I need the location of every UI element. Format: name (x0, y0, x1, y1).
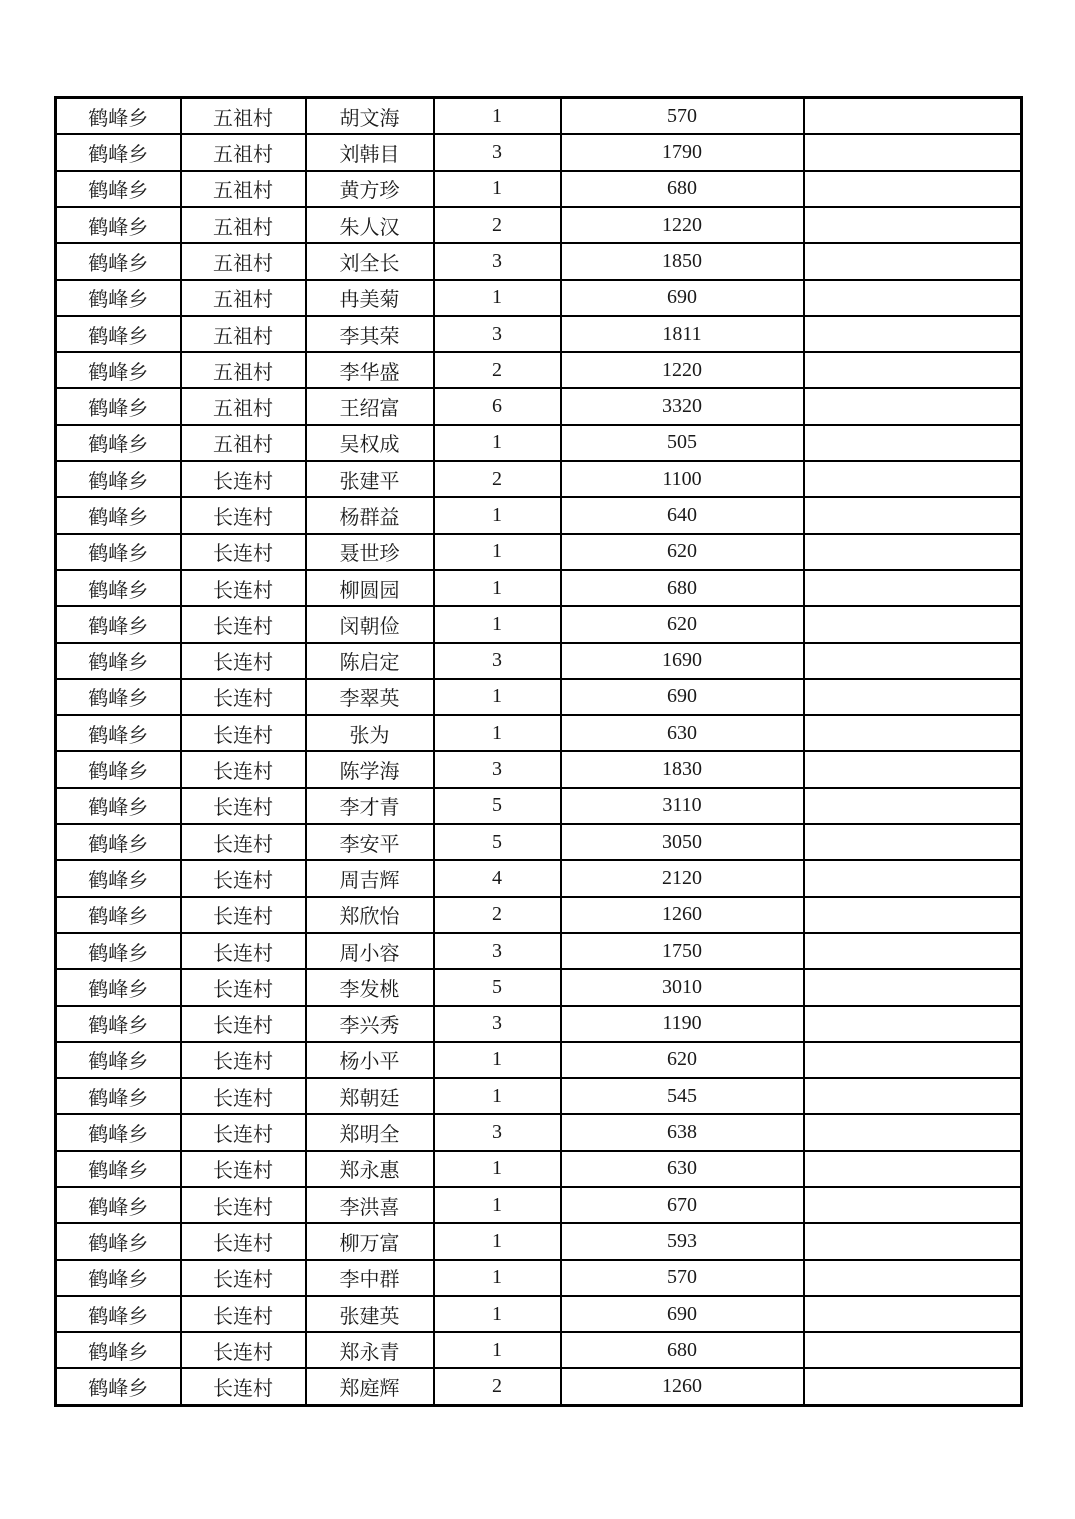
cell-note (804, 1223, 1022, 1259)
cell-village: 长连村 (181, 1187, 306, 1223)
cell-name: 李中群 (306, 1260, 434, 1296)
cell-count: 5 (434, 788, 561, 824)
cell-township: 鹤峰乡 (56, 1296, 181, 1332)
cell-count: 3 (434, 134, 561, 170)
cell-amount: 630 (561, 1151, 804, 1187)
cell-count: 2 (434, 461, 561, 497)
cell-amount: 1850 (561, 243, 804, 279)
cell-village: 长连村 (181, 1006, 306, 1042)
cell-name: 冉美菊 (306, 280, 434, 316)
cell-amount: 1830 (561, 751, 804, 787)
cell-amount: 1811 (561, 316, 804, 352)
cell-name: 郑庭辉 (306, 1368, 434, 1405)
cell-township: 鹤峰乡 (56, 969, 181, 1005)
cell-note (804, 425, 1022, 461)
cell-village: 长连村 (181, 1368, 306, 1405)
cell-township: 鹤峰乡 (56, 1187, 181, 1223)
cell-count: 1 (434, 1260, 561, 1296)
table-row (56, 497, 1022, 533)
table-row (56, 1151, 1022, 1187)
cell-count: 1 (434, 1187, 561, 1223)
cell-village: 长连村 (181, 1223, 306, 1259)
cell-village: 长连村 (181, 1114, 306, 1150)
cell-township: 鹤峰乡 (56, 534, 181, 570)
roster-table (54, 96, 1023, 1407)
table-row (56, 1006, 1022, 1042)
cell-township: 鹤峰乡 (56, 1260, 181, 1296)
cell-township: 鹤峰乡 (56, 243, 181, 279)
cell-township: 鹤峰乡 (56, 1042, 181, 1078)
table-row (56, 860, 1022, 896)
cell-village: 长连村 (181, 1260, 306, 1296)
cell-village: 五祖村 (181, 425, 306, 461)
cell-amount: 1220 (561, 352, 804, 388)
cell-note (804, 1187, 1022, 1223)
cell-note (804, 1296, 1022, 1332)
table-row (56, 207, 1022, 243)
cell-amount: 1100 (561, 461, 804, 497)
cell-amount: 1790 (561, 134, 804, 170)
table-row (56, 280, 1022, 316)
cell-village: 长连村 (181, 933, 306, 969)
cell-note (804, 461, 1022, 497)
cell-township: 鹤峰乡 (56, 134, 181, 170)
cell-name: 杨小平 (306, 1042, 434, 1078)
cell-count: 1 (434, 1332, 561, 1368)
cell-count: 1 (434, 679, 561, 715)
cell-amount: 690 (561, 1296, 804, 1332)
cell-amount: 620 (561, 606, 804, 642)
cell-township: 鹤峰乡 (56, 1223, 181, 1259)
cell-note (804, 1332, 1022, 1368)
cell-note (804, 98, 1022, 135)
table-row (56, 933, 1022, 969)
cell-name: 李才青 (306, 788, 434, 824)
cell-village: 长连村 (181, 1296, 306, 1332)
cell-count: 2 (434, 1368, 561, 1405)
cell-township: 鹤峰乡 (56, 824, 181, 860)
cell-note (804, 643, 1022, 679)
table-row (56, 134, 1022, 170)
cell-name: 闵朝俭 (306, 606, 434, 642)
cell-name: 朱人汉 (306, 207, 434, 243)
table-row (56, 1260, 1022, 1296)
cell-note (804, 1368, 1022, 1405)
cell-count: 3 (434, 1006, 561, 1042)
cell-township: 鹤峰乡 (56, 715, 181, 751)
cell-township: 鹤峰乡 (56, 388, 181, 424)
cell-count: 1 (434, 1223, 561, 1259)
cell-amount: 690 (561, 280, 804, 316)
cell-count: 1 (434, 1078, 561, 1114)
cell-village: 长连村 (181, 1078, 306, 1114)
cell-township: 鹤峰乡 (56, 643, 181, 679)
cell-count: 2 (434, 897, 561, 933)
table-row (56, 1042, 1022, 1078)
cell-amount: 1260 (561, 897, 804, 933)
table-row (56, 1078, 1022, 1114)
cell-name: 郑永青 (306, 1332, 434, 1368)
cell-village: 长连村 (181, 606, 306, 642)
cell-count: 3 (434, 751, 561, 787)
table-row (56, 243, 1022, 279)
cell-township: 鹤峰乡 (56, 171, 181, 207)
cell-note (804, 606, 1022, 642)
cell-name: 李发桃 (306, 969, 434, 1005)
table-row (56, 570, 1022, 606)
cell-note (804, 388, 1022, 424)
cell-note (804, 243, 1022, 279)
cell-village: 长连村 (181, 788, 306, 824)
table-row (56, 679, 1022, 715)
cell-amount: 3010 (561, 969, 804, 1005)
cell-township: 鹤峰乡 (56, 751, 181, 787)
cell-township: 鹤峰乡 (56, 1078, 181, 1114)
table-row (56, 352, 1022, 388)
cell-township: 鹤峰乡 (56, 1006, 181, 1042)
cell-count: 1 (434, 98, 561, 135)
cell-note (804, 352, 1022, 388)
cell-name: 刘全长 (306, 243, 434, 279)
cell-note (804, 751, 1022, 787)
cell-village: 长连村 (181, 534, 306, 570)
cell-note (804, 1114, 1022, 1150)
cell-amount: 505 (561, 425, 804, 461)
cell-village: 五祖村 (181, 280, 306, 316)
cell-note (804, 679, 1022, 715)
cell-name: 李翠英 (306, 679, 434, 715)
cell-name: 李华盛 (306, 352, 434, 388)
cell-name: 吴权成 (306, 425, 434, 461)
cell-name: 杨群益 (306, 497, 434, 533)
cell-name: 周小容 (306, 933, 434, 969)
cell-count: 1 (434, 171, 561, 207)
table-row (56, 897, 1022, 933)
cell-village: 长连村 (181, 1151, 306, 1187)
roster-table-body (56, 98, 1022, 1406)
cell-name: 郑欣怡 (306, 897, 434, 933)
cell-count: 1 (434, 606, 561, 642)
cell-name: 李其荣 (306, 316, 434, 352)
cell-name: 张建英 (306, 1296, 434, 1332)
table-row (56, 1187, 1022, 1223)
cell-amount: 3050 (561, 824, 804, 860)
cell-township: 鹤峰乡 (56, 1114, 181, 1150)
cell-township: 鹤峰乡 (56, 425, 181, 461)
cell-count: 3 (434, 243, 561, 279)
table-row (56, 788, 1022, 824)
cell-count: 1 (434, 570, 561, 606)
cell-amount: 1190 (561, 1006, 804, 1042)
cell-note (804, 715, 1022, 751)
cell-township: 鹤峰乡 (56, 1151, 181, 1187)
cell-note (804, 1151, 1022, 1187)
cell-amount: 2120 (561, 860, 804, 896)
cell-village: 五祖村 (181, 171, 306, 207)
cell-note (804, 171, 1022, 207)
cell-amount: 3320 (561, 388, 804, 424)
cell-count: 1 (434, 715, 561, 751)
cell-village: 长连村 (181, 969, 306, 1005)
cell-name: 郑朝廷 (306, 1078, 434, 1114)
cell-count: 1 (434, 425, 561, 461)
cell-name: 黄方珍 (306, 171, 434, 207)
cell-name: 柳圆园 (306, 570, 434, 606)
cell-amount: 1260 (561, 1368, 804, 1405)
cell-township: 鹤峰乡 (56, 933, 181, 969)
table-row (56, 606, 1022, 642)
cell-amount: 680 (561, 1332, 804, 1368)
cell-note (804, 134, 1022, 170)
cell-count: 2 (434, 352, 561, 388)
cell-township: 鹤峰乡 (56, 679, 181, 715)
cell-note (804, 824, 1022, 860)
cell-count: 2 (434, 207, 561, 243)
cell-note (804, 570, 1022, 606)
cell-note (804, 1042, 1022, 1078)
cell-count: 3 (434, 316, 561, 352)
cell-note (804, 860, 1022, 896)
cell-name: 郑永惠 (306, 1151, 434, 1187)
cell-note (804, 969, 1022, 1005)
cell-name: 刘韩目 (306, 134, 434, 170)
cell-count: 1 (434, 534, 561, 570)
cell-name: 陈学海 (306, 751, 434, 787)
cell-township: 鹤峰乡 (56, 788, 181, 824)
cell-amount: 593 (561, 1223, 804, 1259)
cell-amount: 690 (561, 679, 804, 715)
cell-count: 3 (434, 643, 561, 679)
cell-amount: 640 (561, 497, 804, 533)
cell-village: 五祖村 (181, 352, 306, 388)
cell-township: 鹤峰乡 (56, 98, 181, 135)
cell-village: 长连村 (181, 679, 306, 715)
cell-note (804, 897, 1022, 933)
cell-note (804, 316, 1022, 352)
cell-name: 张建平 (306, 461, 434, 497)
cell-village: 长连村 (181, 897, 306, 933)
cell-township: 鹤峰乡 (56, 570, 181, 606)
cell-village: 长连村 (181, 497, 306, 533)
cell-name: 陈启定 (306, 643, 434, 679)
cell-township: 鹤峰乡 (56, 606, 181, 642)
cell-township: 鹤峰乡 (56, 316, 181, 352)
table-row (56, 1114, 1022, 1150)
table-row (56, 98, 1022, 135)
cell-amount: 638 (561, 1114, 804, 1150)
table-row (56, 643, 1022, 679)
table-row (56, 534, 1022, 570)
cell-name: 李洪喜 (306, 1187, 434, 1223)
cell-name: 王绍富 (306, 388, 434, 424)
cell-count: 1 (434, 280, 561, 316)
cell-name: 胡文海 (306, 98, 434, 135)
cell-name: 周吉辉 (306, 860, 434, 896)
cell-name: 柳万富 (306, 1223, 434, 1259)
cell-count: 1 (434, 1296, 561, 1332)
cell-amount: 670 (561, 1187, 804, 1223)
cell-village: 长连村 (181, 860, 306, 896)
cell-note (804, 933, 1022, 969)
table-row (56, 715, 1022, 751)
cell-village: 长连村 (181, 715, 306, 751)
cell-township: 鹤峰乡 (56, 497, 181, 533)
cell-village: 长连村 (181, 643, 306, 679)
cell-village: 五祖村 (181, 316, 306, 352)
cell-amount: 570 (561, 98, 804, 135)
cell-note (804, 497, 1022, 533)
table-row (56, 1223, 1022, 1259)
cell-note (804, 1006, 1022, 1042)
cell-village: 五祖村 (181, 243, 306, 279)
cell-amount: 620 (561, 1042, 804, 1078)
table-row (56, 824, 1022, 860)
cell-township: 鹤峰乡 (56, 207, 181, 243)
cell-township: 鹤峰乡 (56, 897, 181, 933)
table-row (56, 1368, 1022, 1405)
cell-count: 5 (434, 824, 561, 860)
cell-village: 长连村 (181, 1042, 306, 1078)
cell-amount: 3110 (561, 788, 804, 824)
cell-amount: 545 (561, 1078, 804, 1114)
cell-count: 1 (434, 497, 561, 533)
table-row (56, 751, 1022, 787)
cell-amount: 620 (561, 534, 804, 570)
cell-count: 3 (434, 1114, 561, 1150)
cell-note (804, 207, 1022, 243)
cell-township: 鹤峰乡 (56, 280, 181, 316)
cell-name: 聂世珍 (306, 534, 434, 570)
cell-village: 五祖村 (181, 134, 306, 170)
table-row (56, 388, 1022, 424)
cell-count: 3 (434, 933, 561, 969)
cell-village: 长连村 (181, 751, 306, 787)
cell-village: 五祖村 (181, 207, 306, 243)
cell-amount: 680 (561, 570, 804, 606)
table-row (56, 969, 1022, 1005)
cell-name: 张为 (306, 715, 434, 751)
cell-township: 鹤峰乡 (56, 352, 181, 388)
cell-name: 李安平 (306, 824, 434, 860)
table-row (56, 425, 1022, 461)
cell-township: 鹤峰乡 (56, 461, 181, 497)
cell-count: 6 (434, 388, 561, 424)
cell-note (804, 280, 1022, 316)
cell-village: 长连村 (181, 824, 306, 860)
cell-count: 1 (434, 1042, 561, 1078)
table-row (56, 1296, 1022, 1332)
cell-name: 郑明全 (306, 1114, 434, 1150)
cell-amount: 1220 (561, 207, 804, 243)
cell-amount: 570 (561, 1260, 804, 1296)
cell-village: 五祖村 (181, 388, 306, 424)
table-row (56, 461, 1022, 497)
cell-count: 5 (434, 969, 561, 1005)
cell-village: 长连村 (181, 1332, 306, 1368)
table-row (56, 316, 1022, 352)
cell-amount: 1690 (561, 643, 804, 679)
cell-amount: 1750 (561, 933, 804, 969)
cell-village: 长连村 (181, 461, 306, 497)
cell-township: 鹤峰乡 (56, 1368, 181, 1405)
table-row (56, 171, 1022, 207)
cell-note (804, 1078, 1022, 1114)
table-row (56, 1332, 1022, 1368)
cell-village: 五祖村 (181, 98, 306, 135)
cell-note (804, 1260, 1022, 1296)
cell-count: 1 (434, 1151, 561, 1187)
cell-note (804, 534, 1022, 570)
cell-amount: 630 (561, 715, 804, 751)
cell-township: 鹤峰乡 (56, 1332, 181, 1368)
cell-name: 李兴秀 (306, 1006, 434, 1042)
cell-note (804, 788, 1022, 824)
cell-count: 4 (434, 860, 561, 896)
cell-township: 鹤峰乡 (56, 860, 181, 896)
cell-amount: 680 (561, 171, 804, 207)
cell-village: 长连村 (181, 570, 306, 606)
